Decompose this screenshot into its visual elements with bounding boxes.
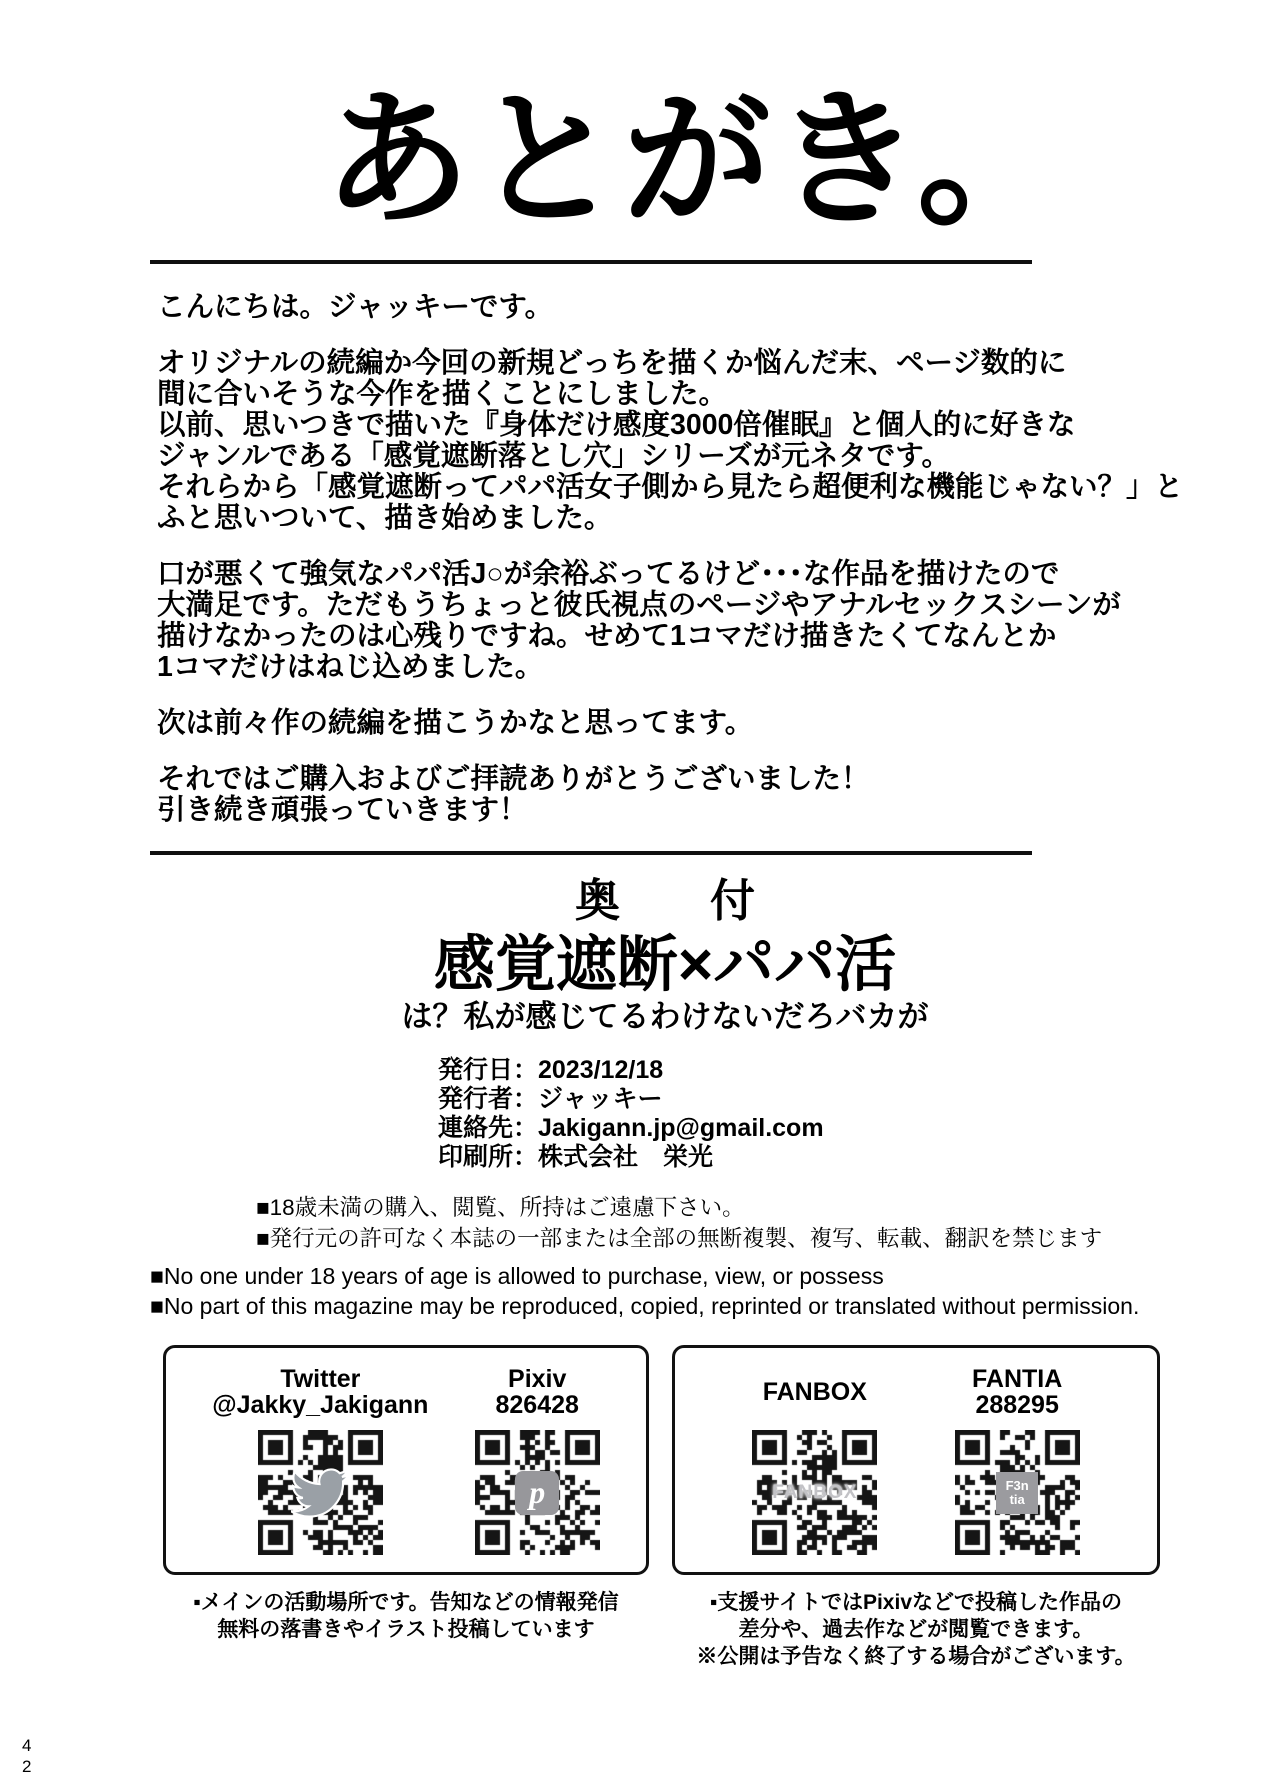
afterword-line: 以前、思いつきで描いた『身体だけ感度3000倍催眠』と個人的に好きな xyxy=(157,409,1076,441)
fantia-logo-icon: F3n tia xyxy=(996,1472,1038,1514)
divider-top xyxy=(150,260,1032,264)
caption-line: ※公開は予告なく終了する場合がございます。 xyxy=(696,1645,1136,1668)
pixiv-label: Pixiv 826428 xyxy=(495,1365,579,1419)
notice-line-en: ■No part of this magazine may be reproduced, copied, reprinted or translated without permission. xyxy=(150,1293,1140,1319)
age-notice-japanese xyxy=(256,1192,1102,1254)
caption-line: 無料の落書きやイラスト投稿しています xyxy=(217,1618,595,1641)
notice-line-en: ■No one under 18 years of age is allowed to purchase, view, or possess xyxy=(150,1263,884,1289)
afterword-line: 大満足です。ただもうちょっと彼氏視点のページやアナルセックスシーンが xyxy=(157,589,1121,621)
twitter-label: Twitter @Jakky_Jakigann xyxy=(212,1365,429,1419)
doujin-title: 感覚遮断×パパ活 xyxy=(433,930,897,998)
afterword-paragraph xyxy=(157,764,1157,826)
fanbox-label: FANBOX xyxy=(762,1378,867,1406)
afterword-paragraph xyxy=(157,347,1184,534)
twitter-qr-code xyxy=(258,1430,383,1555)
notice-line-jp: ■18歳未満の購入、閲覧、所持はご遠慮下さい。 xyxy=(256,1195,745,1220)
afterword-paragraph xyxy=(157,292,1157,323)
fantia-link xyxy=(955,1364,1080,1555)
afterword-line: こんにちは。ジャッキーです。 xyxy=(157,291,554,323)
afterword-line: 描けなかったのは心残りですね。せめて1コマだけ描きたくてなんとか xyxy=(157,620,1057,652)
afterword-paragraph xyxy=(157,559,1157,683)
pixiv-logo-icon: p xyxy=(515,1471,559,1515)
afterword-line: ジャンルである「感覚遮断落とし穴」シリーズが元ネタです。 xyxy=(157,440,951,472)
divider-colophon xyxy=(150,851,1032,855)
afterword-line: 口が悪くて強気なパパ活J○が余裕ぶってるけど･･･な作品を描けたので xyxy=(157,558,1060,590)
afterword-line: それらから「感覚遮断ってパパ活女子側から見たら超便利な機能じゃない？」と xyxy=(157,471,1184,503)
colophon-header: 奥 付 xyxy=(574,875,755,926)
fantia-qr-code xyxy=(955,1430,1080,1555)
caption-line: ▪支援サイトではPixivなどで投稿した作品の xyxy=(709,1591,1122,1614)
page-number-digit: 2 xyxy=(22,1757,32,1776)
caption-line: 差分や、過去作などが閲覧できます。 xyxy=(738,1618,1094,1641)
support-links-box xyxy=(672,1345,1160,1575)
page-number xyxy=(22,1735,31,1777)
age-notice-english xyxy=(150,1261,1139,1321)
afterword-body xyxy=(157,291,1184,851)
fanbox-logo-icon: FANBOX xyxy=(772,1481,858,1503)
colophon-detail: 発行日：2023/12/18 xyxy=(438,1056,664,1084)
social-links-box xyxy=(163,1345,649,1575)
colophon-detail: 発行者：ジャッキー xyxy=(438,1085,663,1113)
pixiv-qr-code xyxy=(475,1430,600,1555)
afterword-line: オリジナルの続編か今回の新規どっちを描くか悩んだ末、ページ数的に xyxy=(157,347,1067,379)
twitter-link xyxy=(212,1364,428,1555)
afterword-line: ふと思いついて、描き始めました。 xyxy=(157,502,613,534)
afterword-line: 間に合いそうな今作を描くことにしました。 xyxy=(157,378,728,410)
fantia-label: FANTIA 288295 xyxy=(972,1365,1063,1419)
doujin-subtitle: は？私が感じてるわけないだろバカが xyxy=(401,999,929,1034)
caption-line: ▪メインの活動場所です。告知などの情報発信 xyxy=(193,1591,619,1614)
afterword-line: 1コマだけはねじ込めました。 xyxy=(157,651,544,683)
social-links-caption xyxy=(163,1589,649,1643)
fanbox-link xyxy=(752,1364,877,1555)
afterword-line: それではご購入およびご拝読ありがとうございました！ xyxy=(157,763,870,795)
afterword-paragraph xyxy=(157,708,1157,739)
page-number-digit: 4 xyxy=(22,1736,32,1755)
colophon-details xyxy=(438,1056,824,1172)
colophon-detail: 連絡先：Jakigann.jp@gmail.com xyxy=(438,1114,824,1142)
page-title: あとがき。 xyxy=(322,78,1068,243)
pixiv-link xyxy=(475,1364,600,1555)
afterword-line: 引き続き頑張っていきます！ xyxy=(157,794,528,826)
colophon-detail: 印刷所：株式会社 栄光 xyxy=(438,1143,714,1171)
afterword-line: 次は前々作の続編を描こうかなと思ってます。 xyxy=(157,707,754,739)
fanbox-qr-code xyxy=(752,1430,877,1555)
notice-line-jp: ■発行元の許可なく本誌の一部または全部の無断複製、複写、転載、翻訳を禁じます xyxy=(256,1226,1103,1251)
support-links-caption xyxy=(672,1589,1160,1670)
